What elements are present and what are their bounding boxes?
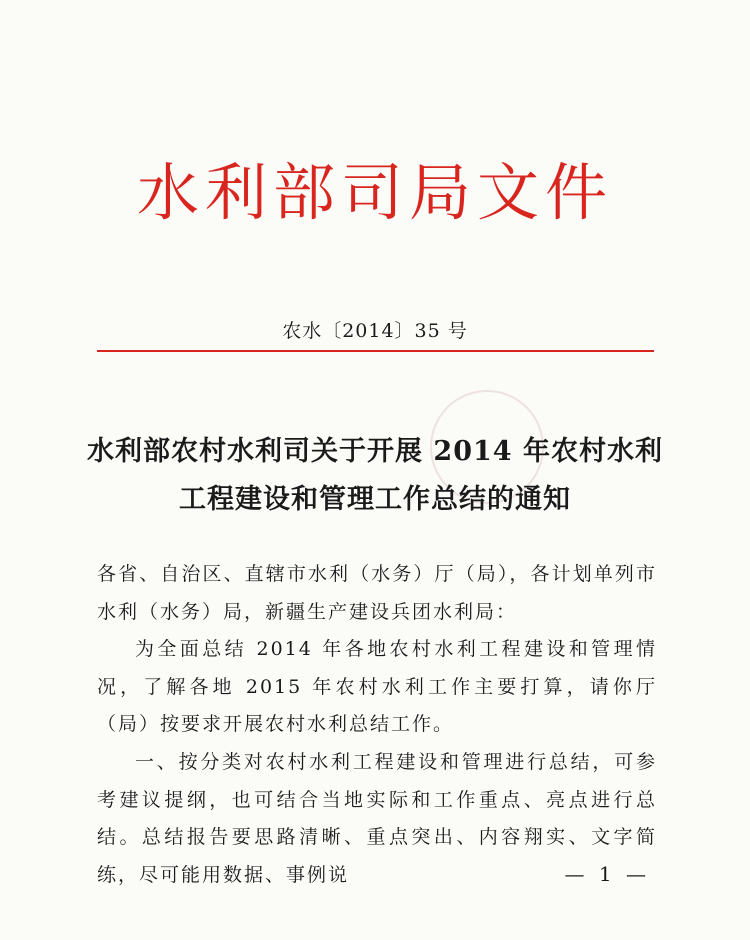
document-number: 农水〔2014〕35 号 — [282, 320, 468, 342]
addressee: 各省、自治区、直辖市水利（水务）厅（局），各计划单列市水利（水务）局，新疆生产建设兵团水利局： — [97, 563, 657, 623]
page-number: — 1 — — [564, 862, 650, 886]
paragraph-2: 一、按分类对农村水利工程建设和管理进行总结，可参考建议提纲，也可结合当地实际和工作重点、亮点进行总结。总结报告要思路清晰、重点突出、内容翔实、文字简练，尽可能用数据、事例说 — [97, 750, 657, 886]
notice-title-line-1: 水利部农村水利司关于开展 2014 年农村水利 — [87, 436, 663, 467]
notice-title-line-2: 工程建设和管理工作总结的通知 — [179, 484, 571, 515]
red-divider-line — [97, 350, 654, 352]
body-text — [97, 556, 657, 894]
issuer-title: 水利部司局文件 — [136, 156, 613, 229]
notice-title — [0, 428, 750, 524]
paragraph-1: 为全面总结 2014 年各地农村水利工程建设和管理情况，了解各地 2015 年农村水利工作主要打算，请你厅（局）按要求开展农村水利总结工作。 — [97, 638, 657, 736]
